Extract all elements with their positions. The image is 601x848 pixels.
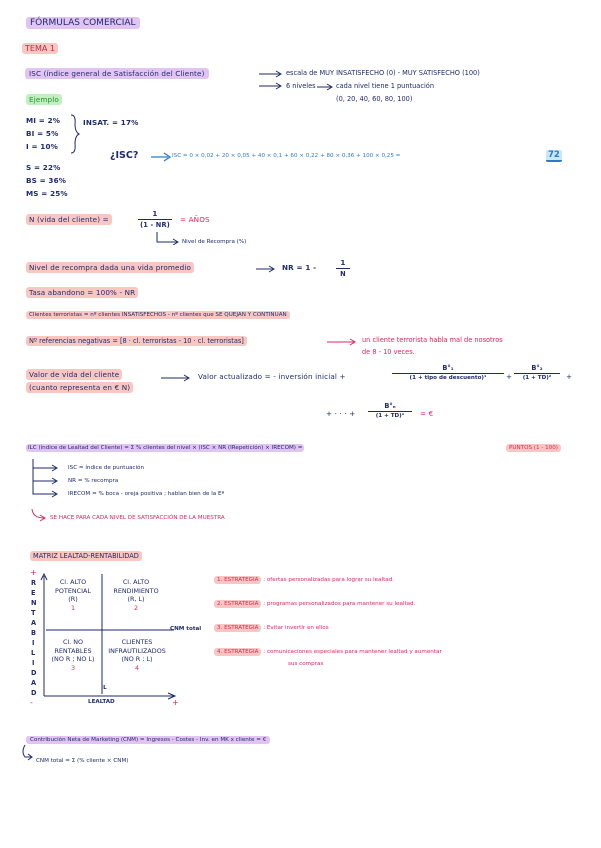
notes-page: FÓRMULAS COMERCIAL TEMA 1 ISC (índice general de Satisfacción del Cliente) escala de MUY INSATISFECHO (0) - MUY SATISFECHO (100) 6 niveles cada nivel tiene 1 puntuación (0, 20, 40, 60, 80, 100) Ejemplo MI = 2% BI = 5% I = 10% INSAT. = 17% S = 22% BS = 36% MS = 25% ¿ISC? ISC = 0 × 0,02 + 20 × 0,05 + 40 × 0,1 + 60 × 0,22 + 80 × 0,36 + 100 × 0,25 = 72 N (vida del cliente) = $\frac{1}{(1 - NR)}$ = AÑOS Nivel de Recompra (%) Nivel de recompra dada una vida promedio NR = 1 - $\frac{1}{N}$ Tasa abandono = 100% - NR Clientes terroristas = nº clientes INSATISFECHOS - nº clientes que SE QUEJAN Y CONTINUAN Nº referencias negativas = [8 · cl. terroristas - 10 · cl. terroristas] un cliente terrorista habla mal de nosotros de 8 - 10 veces. Valor de vida del cliente (cuanto representa en € N) Valor actualizado = - inversión inicial + B°₁ (1 + tipo de descuento)¹ + $\frac{\text{B°₂}}{\text{(1 + TD)²}}$ + + · · · + $\frac{\text{B°ₙ}}{\text{(1 + TD)ⁿ}}$ = € ILC (índice de Lealtad del Cliente) = Σ % clientes del nivel × (ISC × NR (IRepetición) × IRECOM) = PUNTOS (1 - 100) ISC = índice de puntuación NR = % recompra IRECOM = % boca - oreja positiva ; hablan bien de la Eª SE HACE PARA CADA NIVEL DE SATISFACCIÓN DE LA MUESTRA MATRIZ LEALTAD-RENTABILIDAD + - + R E N T A B I L I D A D Cl. ALTO POTENCIAL (R) 1 Cl. ALTO RENDIMIENTO (R, L) 2 Cl. NO RENTABLES (NO R ; NO L) 3 CLIENTES INFRAUTILIZADOS (NO R ; L) 4 CNM total IL LEALTAD 1. ESTRATEGIA : ofertas personalizadas para lograr su lealtad. 2. ESTRATEGIA : programas personalizados para mantener su lealtad. 3. ESTRATEGIA : Evitar invertir en ellos 4. ESTRATEGIA : comunicaciones especiales para mantener lealtad y aumentar sus compras Contribución Neta de Marketing (CNM) = Ingresos - Costes - Inv. en MK x cliente = € CNM total = Σ (% cliente × CNM) bbox=[0, 0, 601, 848]
ilc-def-nr: NR = % recompra bbox=[68, 478, 119, 484]
arrow-icon bbox=[255, 264, 277, 274]
matrix-y-plus: + bbox=[30, 568, 37, 577]
matrix-x-plus: + bbox=[172, 698, 179, 707]
referencias-note-2: de 8 - 10 veces. bbox=[362, 348, 415, 356]
arrow-icon bbox=[160, 373, 192, 383]
recompra-label: Nivel de recompra dada una vida promedio bbox=[26, 264, 194, 271]
abandono-formula: Tasa abandono = 100% - NR bbox=[26, 289, 138, 296]
matrix-cell-no-rentables: Cl. NO RENTABLES (NO R ; NO L) 3 bbox=[51, 638, 95, 672]
arrow-icon bbox=[258, 70, 284, 90]
arrow-icon bbox=[20, 744, 36, 762]
isc-levels: 6 niveles bbox=[286, 82, 316, 90]
strategy-4-cont: sus compras bbox=[288, 661, 324, 667]
valor-dots: + · · · + bbox=[326, 409, 356, 418]
example-insat: INSAT. = 17% bbox=[83, 118, 139, 127]
matrix-y-minus: - bbox=[30, 698, 33, 707]
example-question: ¿ISC? bbox=[110, 150, 139, 161]
recompra-formula: NR = 1 - bbox=[282, 263, 317, 272]
strategy-1: 1. ESTRATEGIA : ofertas personalizadas para lograr su lealtad. bbox=[214, 578, 394, 584]
matrix-cell-infrautilizados: CLIENTES INFRAUTILIZADOS (NO R ; L) 4 bbox=[108, 638, 166, 672]
isc-label: ISC (índice general de Satisfacción del Cliente) bbox=[25, 70, 209, 77]
matrix-x-axis-label: LEALTAD bbox=[88, 699, 115, 705]
matrix-il-label: IL bbox=[101, 685, 107, 691]
valor-fraction-n: $\frac{\text{B°ₙ}}{\text{(1 + TD)ⁿ}}$ bbox=[368, 402, 412, 419]
strategy-4: 4. ESTRATEGIA : comunicaciones especiales para mantener lealtad y aumentar bbox=[214, 650, 442, 656]
ilc-formula: ILC (índice de Lealtad del Cliente) = Σ % clientes del nivel × (ISC × NR (IRepetición) × IRECOM) = bbox=[28, 445, 303, 451]
example-ms: MS = 25% bbox=[26, 189, 68, 198]
arrow-icon bbox=[150, 152, 172, 162]
cnm-formula: Contribución Neta de Marketing (CNM) = Ingresos - Costes - Inv. en MK x cliente = € bbox=[26, 738, 270, 744]
valor-fraction-2: $\frac{\text{B°₂}}{\text{(1 + TD)²}}$ bbox=[514, 364, 560, 381]
valor-formula: Valor actualizado = - inversión inicial + bbox=[198, 372, 346, 381]
strategy-3: 3. ESTRATEGIA : Evitar invertir en ellos bbox=[214, 626, 329, 632]
section-heading: TEMA 1 bbox=[22, 45, 58, 53]
valor-label-2: (cuanto representa en € N) bbox=[26, 384, 133, 391]
arrow-icon bbox=[326, 337, 358, 347]
matrix-title: MATRIZ LEALTAD-RENTABILIDAD bbox=[30, 553, 142, 560]
matrix-cell-alto-potencial: Cl. ALTO POTENCIAL (R) 1 bbox=[55, 578, 91, 612]
recompra-fraction: $\frac{1}{N}$ bbox=[336, 258, 350, 278]
isc-scale: escala de MUY INSATISFECHO (0) - MUY SATISFECHO (100) bbox=[286, 69, 480, 77]
valor-plus-1: + bbox=[506, 372, 513, 381]
example-s: S = 22% bbox=[26, 163, 61, 172]
vida-label: N (vida del cliente) = bbox=[26, 216, 112, 223]
isc-level-note: cada nivel tiene 1 puntuación bbox=[336, 82, 435, 90]
valor-label-1: Valor de vida del cliente bbox=[26, 371, 122, 378]
valor-result: = € bbox=[420, 409, 434, 418]
arrow-icon bbox=[155, 231, 181, 245]
vida-fraction: $\frac{1}{(1 - NR)}$ bbox=[138, 209, 172, 229]
terrorista-formula: Clientes terroristas = nº clientes INSATISFECHOS - nº clientes que SE QUEJAN Y CONTINUAN bbox=[26, 313, 290, 319]
ilc-note: SE HACE PARA CADA NIVEL DE SATISFACCIÓN DE LA MUESTRA bbox=[50, 515, 225, 521]
page-title: FÓRMULAS COMERCIAL bbox=[26, 19, 140, 28]
example-calc: ISC = 0 × 0,02 + 20 × 0,05 + 40 × 0,1 + 60 × 0,22 + 80 × 0,36 + 100 × 0,25 = bbox=[172, 153, 401, 159]
example-mi: MI = 2% bbox=[26, 116, 61, 125]
ilc-def-isc: ISC = índice de puntuación bbox=[68, 465, 145, 471]
ilc-def-irecom: IRECOM = % boca - oreja positiva ; hablan bien de la Eª bbox=[68, 491, 225, 497]
vida-note: Nivel de Recompra (%) bbox=[182, 239, 247, 245]
vida-result: = AÑOS bbox=[180, 215, 210, 224]
isc-scores: (0, 20, 40, 60, 80, 100) bbox=[336, 95, 413, 103]
cnm-total-formula: CNM total = Σ (% cliente × CNM) bbox=[36, 758, 129, 764]
ilc-result: PUNTOS (1 - 100) bbox=[506, 446, 561, 452]
example-i: I = 10% bbox=[26, 142, 58, 151]
brace-icon bbox=[70, 114, 80, 154]
example-tag: Ejemplo bbox=[26, 96, 62, 103]
example-bi: BI = 5% bbox=[26, 129, 59, 138]
matrix-cell-alto-rendimiento: Cl. ALTO RENDIMIENTO (R, L) 2 bbox=[113, 578, 159, 612]
referencias-note-1: un cliente terrorista habla mal de nosotros bbox=[362, 336, 503, 344]
valor-fraction-1: B°₁ (1 + tipo de descuento)¹ bbox=[392, 364, 504, 381]
strategy-2: 2. ESTRATEGIA : programas personalizados para mantener su lealtad. bbox=[214, 602, 415, 608]
valor-plus-2: + bbox=[566, 372, 573, 381]
arrow-icon bbox=[316, 83, 334, 91]
arrow-icon bbox=[30, 508, 48, 522]
example-bs: BS = 36% bbox=[26, 176, 67, 185]
referencias-formula: Nº referencias negativas = [8 · cl. terroristas - 10 · cl. terroristas] bbox=[26, 338, 247, 345]
tree-arrows-icon bbox=[30, 458, 66, 504]
matrix-cnm-label: CNM total bbox=[170, 626, 202, 632]
example-result: 72 bbox=[548, 150, 560, 160]
